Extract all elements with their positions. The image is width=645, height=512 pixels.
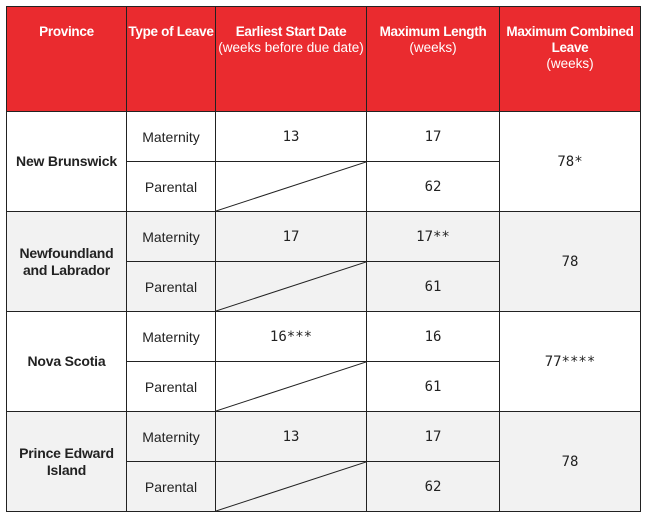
province-cell: Prince Edward Island xyxy=(7,412,127,512)
diagonal-line xyxy=(216,262,366,311)
leave-type-cell: Parental xyxy=(127,362,216,412)
table-row xyxy=(7,412,641,462)
header-earliest-sub: (weeks before due date) xyxy=(218,40,364,55)
combined-leave-cell: 78 xyxy=(500,212,641,312)
province-cell: New Brunswick xyxy=(7,112,127,212)
leave-type-cell: Maternity xyxy=(127,212,216,262)
earliest-start-cell: 13 xyxy=(216,412,367,462)
leave-table xyxy=(6,6,641,512)
header-earliest-label: Earliest Start Date xyxy=(235,24,347,39)
max-length-cell: 61 xyxy=(367,362,500,412)
max-length-cell: 17** xyxy=(367,212,500,262)
not-applicable-cell xyxy=(216,262,367,312)
header-earliest xyxy=(216,7,367,112)
leave-type-cell: Parental xyxy=(127,462,216,512)
not-applicable-cell xyxy=(216,362,367,412)
header-maxlen-label: Maximum Length xyxy=(379,24,487,39)
header-combined xyxy=(500,7,641,112)
max-length-cell: 62 xyxy=(367,462,500,512)
diagonal-line xyxy=(216,362,366,411)
earliest-start-cell: 13 xyxy=(216,112,367,162)
leave-type-cell: Maternity xyxy=(127,412,216,462)
leave-type-cell: Maternity xyxy=(127,312,216,362)
header-maxlen-sub: (weeks) xyxy=(409,40,457,55)
header-province-label: Province xyxy=(39,24,94,39)
header-row xyxy=(7,7,641,112)
max-length-cell: 61 xyxy=(367,262,500,312)
header-province xyxy=(7,7,127,112)
diagonal-line xyxy=(216,462,366,511)
province-cell: Newfoundland and Labrador xyxy=(7,212,127,312)
header-combined-sub: (weeks) xyxy=(546,56,594,71)
combined-leave-cell: 78 xyxy=(500,412,641,512)
leave-type-cell: Parental xyxy=(127,262,216,312)
table-row xyxy=(7,112,641,162)
province-cell: Nova Scotia xyxy=(7,312,127,412)
max-length-cell: 17 xyxy=(367,112,500,162)
header-maxlen xyxy=(367,7,500,112)
diagonal-line xyxy=(216,162,366,211)
combined-leave-cell: 78* xyxy=(500,112,641,212)
table-row xyxy=(7,312,641,362)
earliest-start-cell: 17 xyxy=(216,212,367,262)
earliest-start-cell: 16*** xyxy=(216,312,367,362)
combined-leave-cell: 77**** xyxy=(500,312,641,412)
leave-type-cell: Parental xyxy=(127,162,216,212)
leave-type-cell: Maternity xyxy=(127,112,216,162)
not-applicable-cell xyxy=(216,162,367,212)
not-applicable-cell xyxy=(216,462,367,512)
header-type xyxy=(127,7,216,112)
max-length-cell: 17 xyxy=(367,412,500,462)
max-length-cell: 62 xyxy=(367,162,500,212)
max-length-cell: 16 xyxy=(367,312,500,362)
header-type-label: Type of Leave xyxy=(128,24,214,39)
header-combined-label: Maximum Combined Leave xyxy=(506,24,634,55)
table-row xyxy=(7,212,641,262)
